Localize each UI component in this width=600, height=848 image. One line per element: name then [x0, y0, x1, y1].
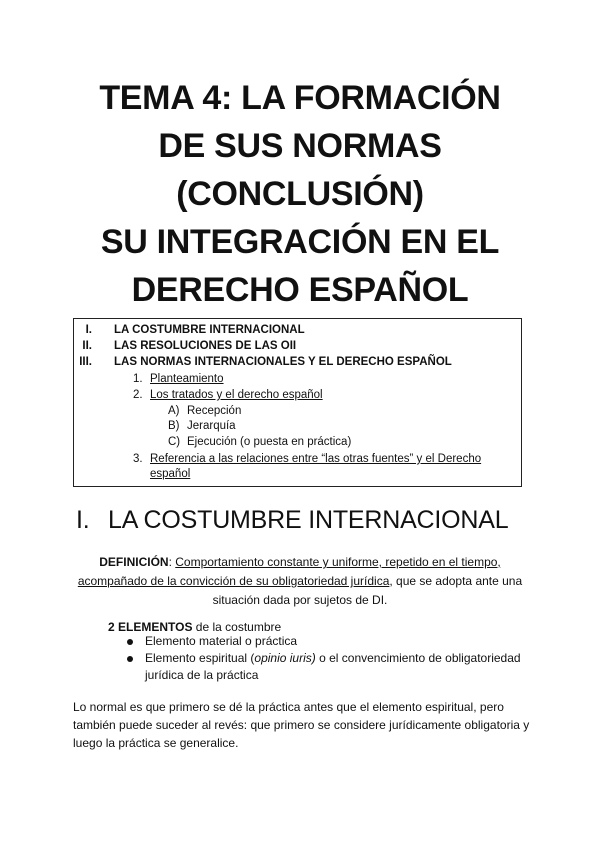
toc-subitem-continuation	[150, 467, 190, 482]
definition-text-underlined: Comportamiento constante y uniforme, repetido en el tiempo,	[175, 555, 501, 569]
title-line: SU INTEGRACIÓN EN EL	[100, 223, 500, 261]
toc-subitem-label-continuation: español	[150, 468, 191, 480]
toc-item-number: I.	[85, 324, 92, 336]
toc-subitem	[133, 388, 323, 403]
toc-subsubitem-letter: B)	[168, 420, 180, 432]
elements-heading	[108, 620, 281, 634]
bullet-icon	[127, 639, 133, 645]
list-item-text: o el convencimiento de obligatoriedad	[315, 651, 521, 665]
list-item-italic: opinio iuris)	[254, 651, 316, 665]
list-item	[145, 650, 535, 684]
definition-text: situación dada por sujetos de DI.	[212, 593, 388, 607]
section-number: I.	[76, 506, 90, 534]
toc-subsubitem-letter: A)	[168, 405, 180, 417]
section-heading-text: LA COSTUMBRE INTERNACIONAL	[108, 506, 509, 534]
toc-subitem	[133, 372, 224, 387]
definition-block	[60, 553, 540, 610]
elements-heading-text: de la costumbre	[192, 620, 282, 634]
elements-heading-bold: 2 ELEMENTOS	[108, 620, 193, 634]
definition-text: , que se adopta ante una	[389, 574, 523, 588]
list-item-text: Elemento espiritual (	[145, 651, 255, 665]
toc-item-label: LA COSTUMBRE INTERNACIONAL	[114, 324, 305, 336]
title-line: TEMA 4: LA FORMACIÓN	[99, 79, 501, 117]
definition-label: DEFINICIÓN	[99, 555, 169, 569]
title-line: (CONCLUSIÓN)	[176, 175, 424, 213]
bullet-icon	[127, 656, 133, 662]
title-line: DE SUS NORMAS	[158, 127, 442, 165]
list-item	[145, 633, 297, 650]
toc-item-number: II.	[82, 340, 92, 352]
list-item-text: Elemento material o práctica	[145, 634, 298, 648]
toc-subsubitem-label: Recepción	[187, 405, 242, 417]
title-line: DERECHO ESPAÑOL	[131, 271, 469, 309]
definition-colon: :	[168, 555, 176, 569]
toc-subsubitem-label: Jerarquía	[187, 420, 236, 432]
toc-subsubitem	[168, 435, 352, 450]
list-item-text: jurídica de la práctica	[145, 668, 259, 682]
toc-item-label: LAS NORMAS INTERNACIONALES Y EL DERECHO ESPAÑOL	[114, 356, 452, 368]
toc-subsubitem-letter: C)	[168, 436, 181, 448]
section-heading	[76, 506, 508, 535]
definition-text-underlined: acompañado de la convicción de su obligatoriedad jurídica	[77, 574, 390, 588]
document-title	[60, 74, 540, 314]
toc-item-label: LAS RESOLUCIONES DE LAS OII	[114, 340, 297, 352]
toc-subsubitem	[168, 419, 236, 434]
toc-subitem	[133, 452, 482, 467]
body-paragraph: Lo normal es que primero se dé la práctica antes que el elemento espiritual, pero también puede suceder al revés: que primero se considere jurídicamente obligatoria y luego la práctica se generalice.	[73, 700, 530, 750]
toc-subsubitem	[168, 404, 242, 419]
toc-subitem-number: 2.	[133, 389, 143, 401]
toc-subitem-label: Referencia a las relaciones entre “las otras fuentes” y el Derecho	[150, 453, 482, 465]
toc-subitem-number: 3.	[133, 453, 143, 465]
toc-subsubitem-label: Ejecución (o puesta en práctica)	[187, 436, 352, 448]
toc-item-number: III.	[79, 356, 92, 368]
toc-subitem-label: Planteamiento	[150, 373, 224, 385]
toc-subitem-number: 1.	[133, 373, 143, 385]
table-of-contents	[73, 318, 522, 487]
toc-subitem-label: Los tratados y el derecho español	[150, 389, 323, 401]
